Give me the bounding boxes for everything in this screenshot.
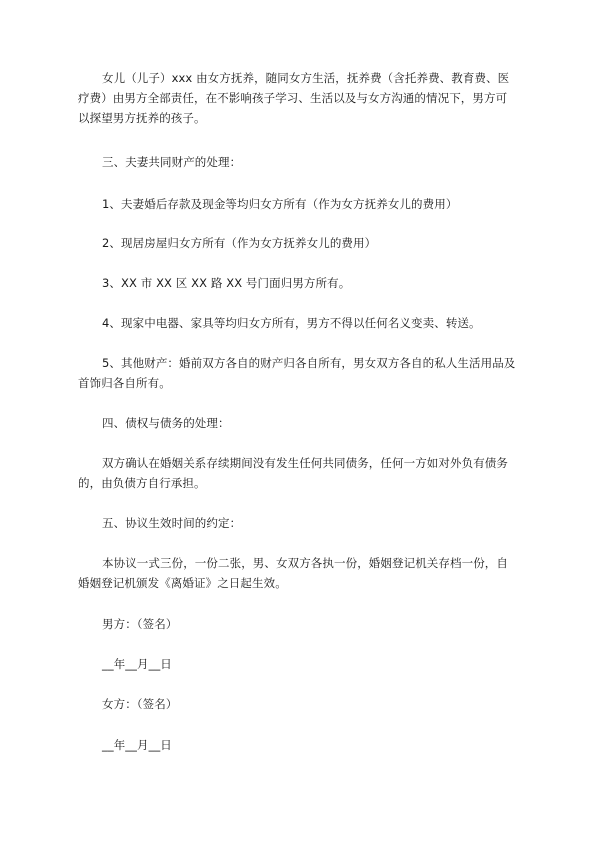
date-line-wife: __年__月__日: [102, 738, 172, 752]
heading-debts: 四、债权与债务的处理：: [102, 416, 230, 430]
paragraph-debts: 双方确认在婚姻关系存续期间没有发生任何共同债务，任何一方如对外负有债务的，由负债方自行承担。: [78, 456, 508, 490]
item-appliances-furniture: 4、现家中电器、家具等均归女方所有，男方不得以任何名义变卖、转送。: [102, 316, 481, 330]
date-line-husband: __年__月__日: [102, 657, 172, 671]
paragraph-effective-date: 本协议一式三份，一份二张，男、女双方各执一份，婚姻登记机关存档一份，自婚姻登记机颁发《离婚证》之日起生效。: [78, 556, 508, 590]
signature-husband: 男方：（签名）: [102, 617, 178, 631]
item-other-property: 5、其他财产：婚前双方各自的财产归各自所有，男女双方各自的私人生活用品及首饰归各自所有。: [78, 356, 516, 390]
heading-joint-property: 三、夫妻共同财产的处理：: [102, 155, 242, 169]
item-savings-and-cash: 1、夫妻婚后存款及现金等均归女方所有（作为女方抚养女儿的费用）: [102, 197, 458, 211]
item-storefront: 3、XX 市 XX 区 XX 路 XX 号门面归男方所有。: [102, 276, 351, 290]
signature-wife: 女方：（签名）: [102, 697, 178, 711]
heading-effective-date: 五、协议生效时间的约定：: [102, 516, 242, 530]
item-current-residence: 2、现居房屋归女方所有（作为女方抚养女儿的费用）: [102, 236, 377, 250]
paragraph-child-custody: 女儿（儿子）xxx 由女方抚养，随同女方生活，抚养费（含托养费、教育费、医疗费）由男方全部责任，在不影响孩子学习、生活以及与女方沟通的情况下，男方可以探望男方抚养的孩子。: [78, 71, 510, 125]
